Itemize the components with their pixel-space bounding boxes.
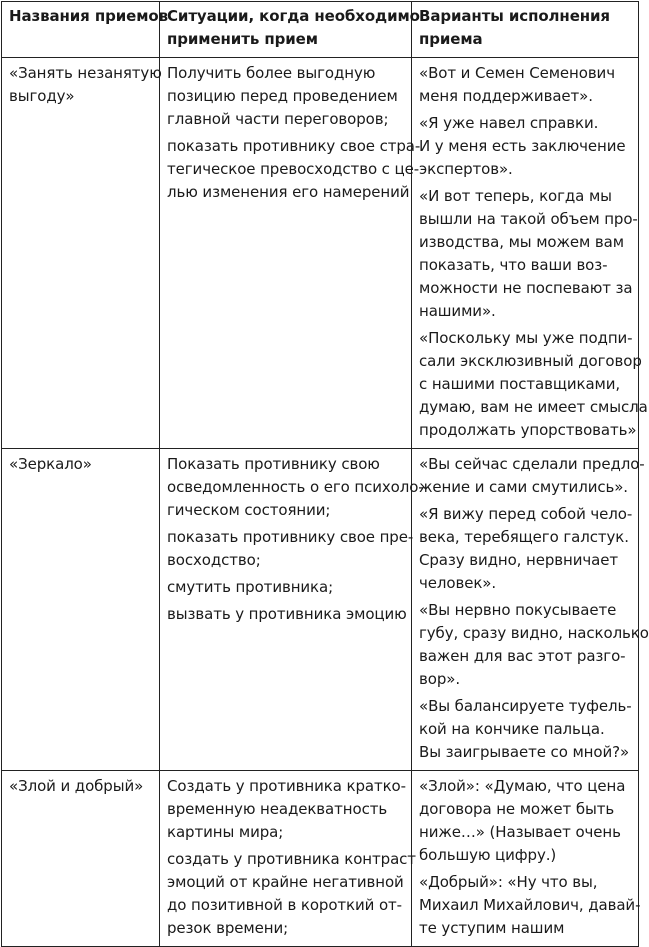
text-line: «Я вижу перед собой чело- <box>419 505 633 523</box>
text-line: Сразу видно, нервничает <box>419 551 618 569</box>
header-line: приема <box>419 30 483 48</box>
situation-paragraph <box>167 62 407 131</box>
text-line: «Вот и Семен Семенович <box>419 64 615 82</box>
text-line: «Поскольку мы уже подпи- <box>419 329 633 347</box>
situation-paragraph <box>167 135 421 204</box>
technique-name-cell <box>2 771 160 947</box>
variant-paragraph <box>419 453 645 499</box>
text-line: гическом состоянии; <box>167 501 331 519</box>
text-line: Получить более выгодную <box>167 64 376 82</box>
text-line: «Занять незанятую <box>9 64 162 82</box>
table-header-row <box>2 2 639 58</box>
text-line: восходство; <box>167 551 261 569</box>
text-line: ниже…» (Называет очень <box>419 823 621 841</box>
variant-paragraph <box>419 327 648 442</box>
text-line: вызвать у противника эмоцию <box>167 605 407 623</box>
variant-paragraph <box>419 112 634 181</box>
text-line: главной части переговоров; <box>167 110 389 128</box>
text-line: временную неадекватность <box>167 800 388 818</box>
variant-cell <box>412 771 639 947</box>
text-line: эмоций от крайне негативной <box>167 873 404 891</box>
text-line: вышли на такой объем про- <box>419 210 638 228</box>
text-line: «Вы балансируете туфель- <box>419 697 632 715</box>
variant-paragraph <box>419 599 649 691</box>
text-line: большую цифру.) <box>419 846 557 864</box>
situation-paragraph <box>167 526 414 572</box>
text-line: «И вот теперь, когда мы <box>419 187 612 205</box>
text-line: думаю, вам не имеет смысла <box>419 398 648 416</box>
text-line: осведомленность о его психоло- <box>167 478 424 496</box>
text-line: смутить противника; <box>167 578 334 596</box>
text-line: те уступим нашим <box>419 919 565 937</box>
variant-paragraph <box>419 775 634 867</box>
text-line: экспертов». <box>419 160 513 178</box>
situation-paragraph <box>167 603 407 626</box>
text-line: вор». <box>419 670 460 688</box>
text-line: картины мира; <box>167 823 284 841</box>
text-line: века, теребящего галстук. <box>419 528 629 546</box>
text-line: сали эксклюзивный договор <box>419 352 642 370</box>
text-line: нашими». <box>419 302 496 320</box>
text-line: Показать противнику свою <box>167 455 380 473</box>
table-row <box>2 58 639 449</box>
text-line: договора не может быть <box>419 800 615 818</box>
text-line: человек». <box>419 574 497 592</box>
situation-cell <box>160 58 421 449</box>
text-line: показать противнику свое пре- <box>167 528 414 546</box>
header-variants <box>412 2 639 58</box>
variant-paragraph <box>419 871 641 940</box>
text-line: с нашими поставщиками, <box>419 375 621 393</box>
text-line: создать у противника контраст <box>167 850 416 868</box>
text-line: показать, что ваши воз- <box>419 256 608 274</box>
table-row <box>2 449 639 771</box>
header-line: Названия приемов <box>9 7 168 25</box>
text-line: можности не поспевают за <box>419 279 633 297</box>
situation-cell <box>160 449 424 771</box>
table-row <box>2 771 639 947</box>
technique-name-cell <box>2 449 160 771</box>
text-line: «Я уже навел справки. <box>419 114 599 132</box>
text-line: «Добрый»: «Ну что вы, <box>419 873 598 891</box>
situation-paragraph <box>167 453 424 522</box>
variant-paragraph <box>419 695 634 764</box>
text-line: резок времени; <box>167 919 289 937</box>
situation-cell <box>160 771 416 947</box>
text-line: изводства, мы можем вам <box>419 233 624 251</box>
situation-paragraph <box>167 775 407 844</box>
text-line: позицию перед проведением <box>167 87 398 105</box>
variant-cell <box>412 58 648 449</box>
variant-paragraph <box>419 503 634 595</box>
situation-paragraph <box>167 576 407 599</box>
text-line: «Зеркало» <box>9 455 92 473</box>
technique-name-cell <box>2 58 160 449</box>
techniques-table <box>1 1 649 947</box>
header-line: применить прием <box>167 30 318 48</box>
situation-paragraph <box>167 848 416 940</box>
text-line: «Злой и добрый» <box>9 777 144 795</box>
text-line: меня поддерживает». <box>419 87 593 105</box>
text-line: И у меня есть заключение <box>419 137 626 155</box>
text-line: лью изменения его намерений <box>167 183 410 201</box>
text-line: «Злой»: «Думаю, что цена <box>419 777 626 795</box>
variant-cell <box>412 449 649 771</box>
text-line: Создать у противника кратко- <box>167 777 406 795</box>
text-line: до позитивной в короткий от- <box>167 896 402 914</box>
header-technique-names <box>2 2 168 58</box>
header-situations <box>160 2 420 58</box>
variant-paragraph <box>419 62 634 108</box>
text-line: выгоду» <box>9 87 75 105</box>
header-line: Ситуации, когда необходимо <box>167 7 420 25</box>
text-line: Михаил Михайлович, давай- <box>419 896 641 914</box>
text-line: кой на кончике пальца. <box>419 720 605 738</box>
text-line: тегическое превосходство с це- <box>167 160 420 178</box>
header-line: Варианты исполнения <box>419 7 610 25</box>
text-line: «Вы сейчас сделали предло- <box>419 455 645 473</box>
variant-paragraph <box>419 185 638 323</box>
text-line: Вы заигрываете со мной?» <box>419 743 630 761</box>
text-line: показать противнику свое стра- <box>167 137 421 155</box>
text-line: «Вы нервно покусываете <box>419 601 617 619</box>
text-line: важен для вас этот разго- <box>419 647 626 665</box>
text-line: жение и сами смутились». <box>419 478 628 496</box>
text-line: продолжать упорствовать» <box>419 421 637 439</box>
text-line: губу, сразу видно, насколько <box>419 624 649 642</box>
